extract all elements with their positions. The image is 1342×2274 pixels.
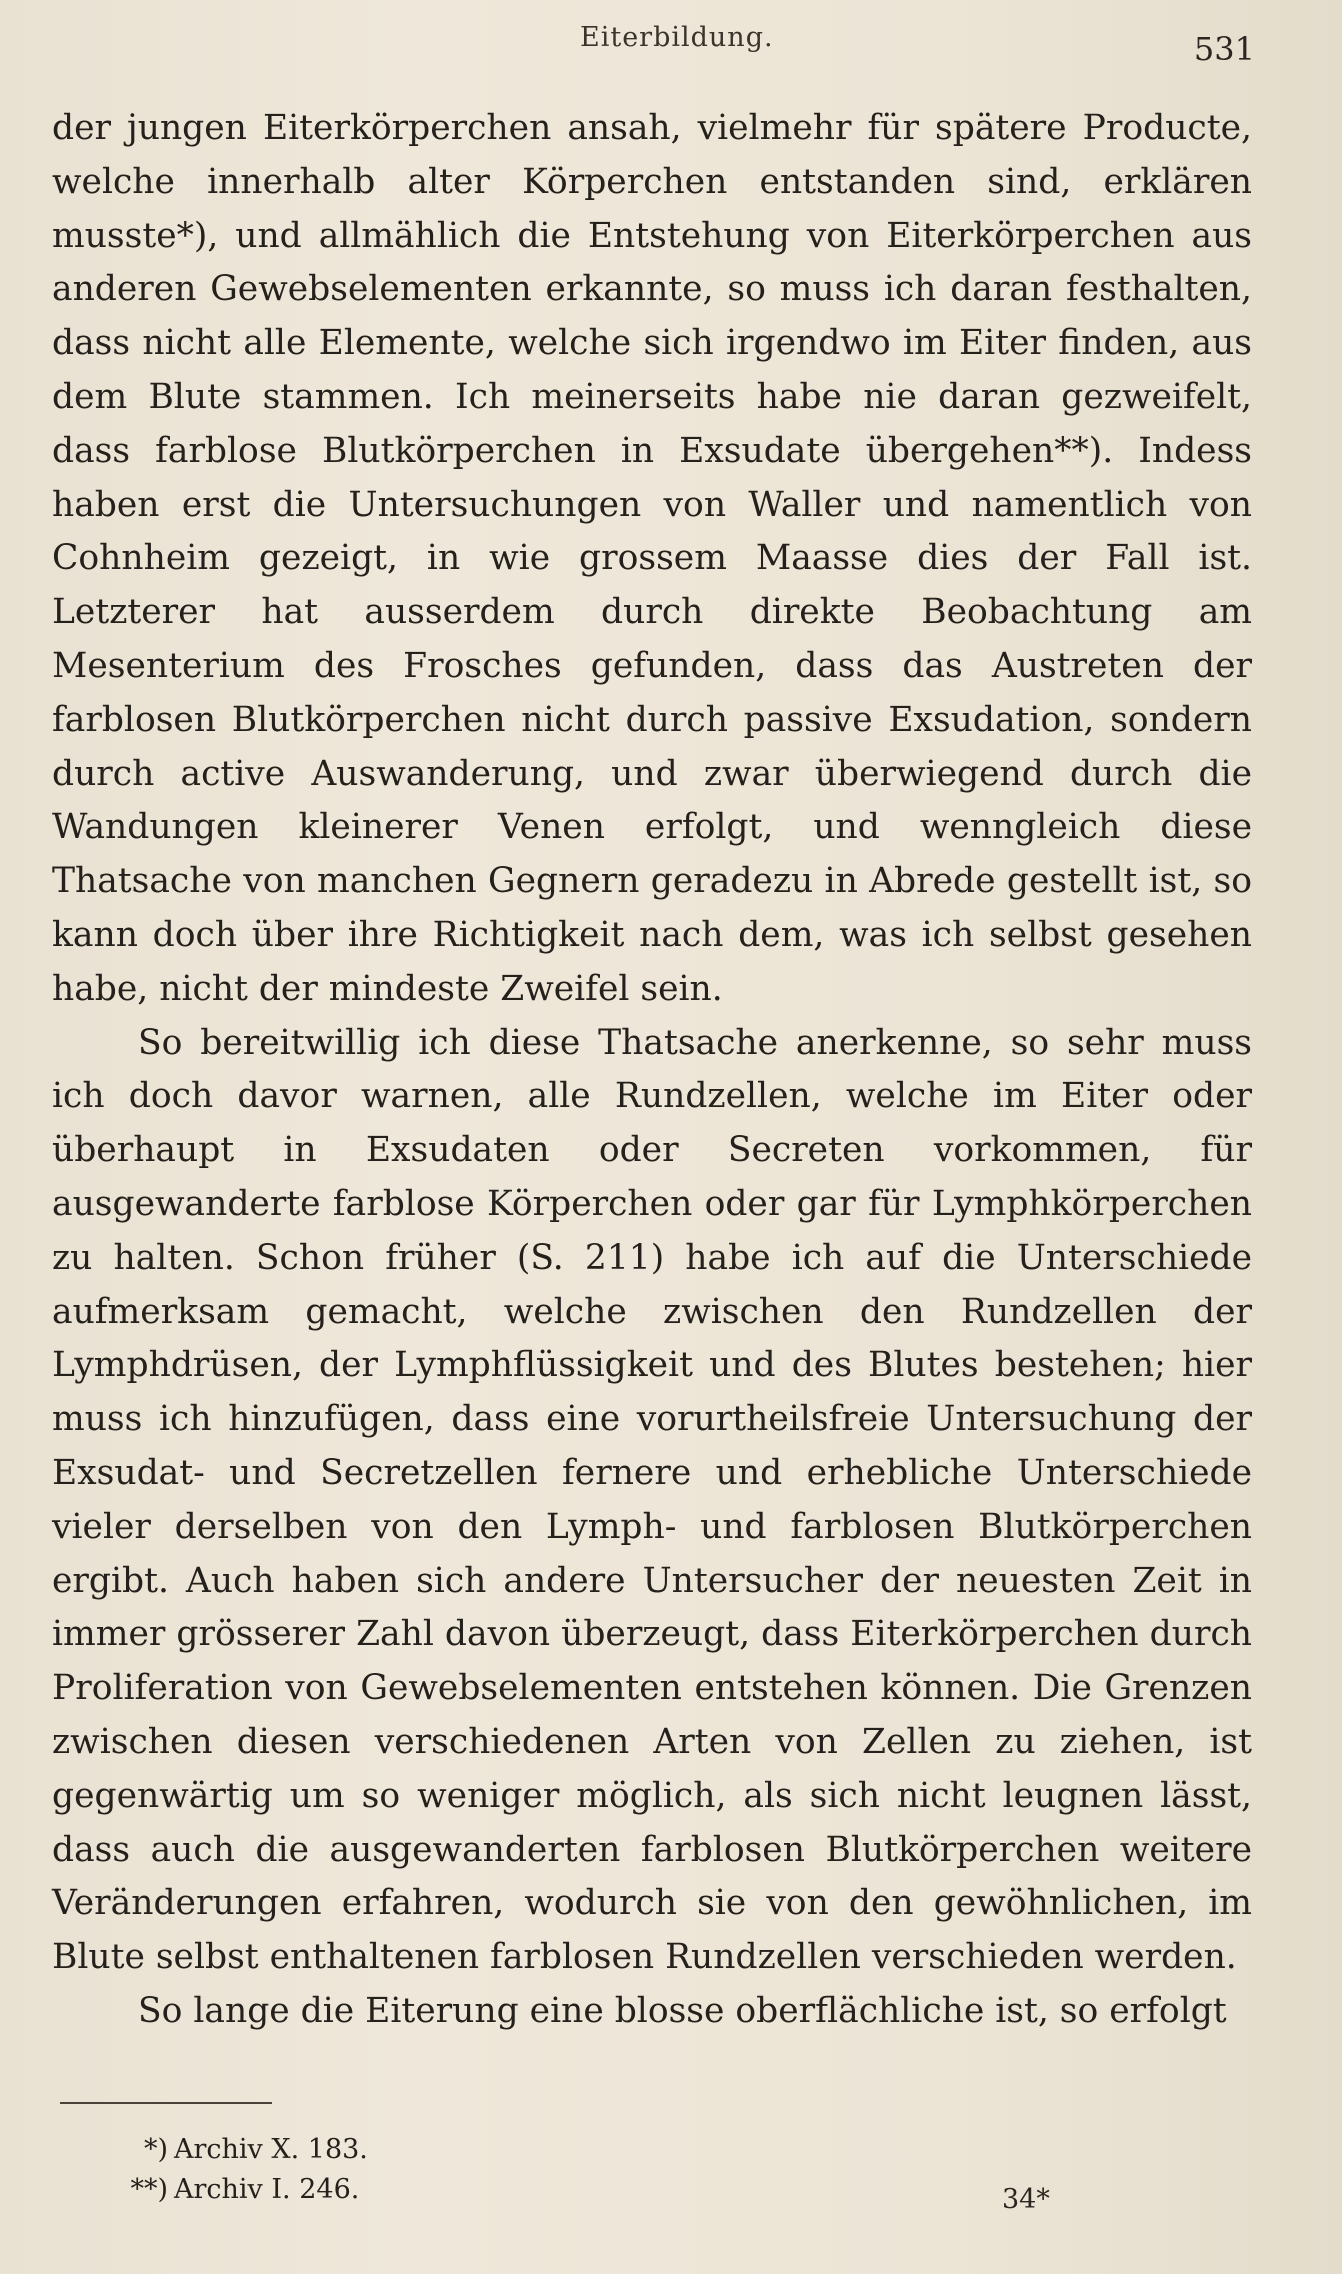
paragraph: So bereitwillig ich diese Thatsache anerkenne, so sehr muss ich doch davor warnen, alle Rundzellen, welche im Eiter oder überhaupt in Exsudaten oder Secreten vorkommen, für ausgewanderte farblose Körperchen oder gar für Lymphkörperchen zu halten. Schon früher (S. 211) habe ich auf die Unterschiede aufmerksam gemacht, welche zwischen den Rundzellen der Lymphdrüsen, der Lymphflüssigkeit und des Blutes bestehen; hier muss ich hinzufügen, dass eine vorurtheilsfreie Untersuchung der Exsudat- und Secretzellen fernere und erhebliche Unterschiede vieler derselben von den Lymph- und farblosen Blutkörperchen ergibt. Auch haben sich andere Untersucher der neuesten Zeit in immer grösserer Zahl davon überzeugt, dass Eiterkörperchen durch Proliferation von Gewebselementen entstehen können. Die Grenzen zwischen diesen verschiedenen Arten von Zellen zu ziehen, ist gegenwärtig um so weniger möglich, als sich nicht leugnen lässt, dass auch die ausgewanderten farblosen Blutkörperchen weitere Veränderungen erfahren, wodurch sie von den gewöhnlichen, im Blute selbst enthaltenen farblosen Rundzellen verschieden werden.: [52, 1022, 1252, 1978]
footnote-text: Archiv X. 183.: [174, 2134, 368, 2165]
body-text: [52, 102, 1252, 2039]
footnote: [128, 2170, 368, 2210]
paragraph: So lange die Eiterung eine blosse oberflächliche ist, so erfolgt: [138, 1990, 1227, 2031]
footnote-mark: *): [143, 2134, 168, 2165]
running-head: Eiterbildung.: [580, 22, 774, 53]
footnotes: [128, 2130, 368, 2210]
page-number: 531: [1193, 30, 1255, 68]
footnote-text: Archiv I. 246.: [174, 2174, 360, 2205]
paragraph: der jungen Eiterkörperchen ansah, vielmehr für spätere Producte, welche innerhalb alter Körperchen entstanden sind, erklären musste*), und allmählich die Entstehung von Eiterkörperchen aus anderen Gewebselementen erkannte, so muss ich daran festhalten, dass nicht alle Elemente, welche sich irgendwo im Eiter finden, aus dem Blute stammen. Ich meinerseits habe nie daran gezweifelt, dass farblose Blutkörperchen in Exsudate übergehen**). Indess haben erst die Untersuchungen von Waller und namentlich von Cohnheim gezeigt, in wie grossem Maasse dies der Fall ist. Letzterer hat ausserdem durch direkte Beobachtung am Mesenterium des Frosches gefunden, dass das Austreten der farblosen Blutkörperchen nicht durch passive Exsudation, sondern durch active Auswanderung, und zwar überwiegend durch die Wandungen kleinerer Venen erfolgt, und wenngleich diese Thatsache von manchen Gegnern geradezu in Abrede gestellt ist, so kann doch über ihre Richtigkeit nach dem, was ich selbst gesehen habe, nicht der mindeste Zweifel sein.: [52, 108, 1252, 1009]
signature-mark: 34*: [1002, 2184, 1050, 2215]
footnote-divider: [60, 2102, 272, 2104]
footnote-mark: **): [130, 2174, 168, 2205]
footnote: [128, 2130, 368, 2170]
